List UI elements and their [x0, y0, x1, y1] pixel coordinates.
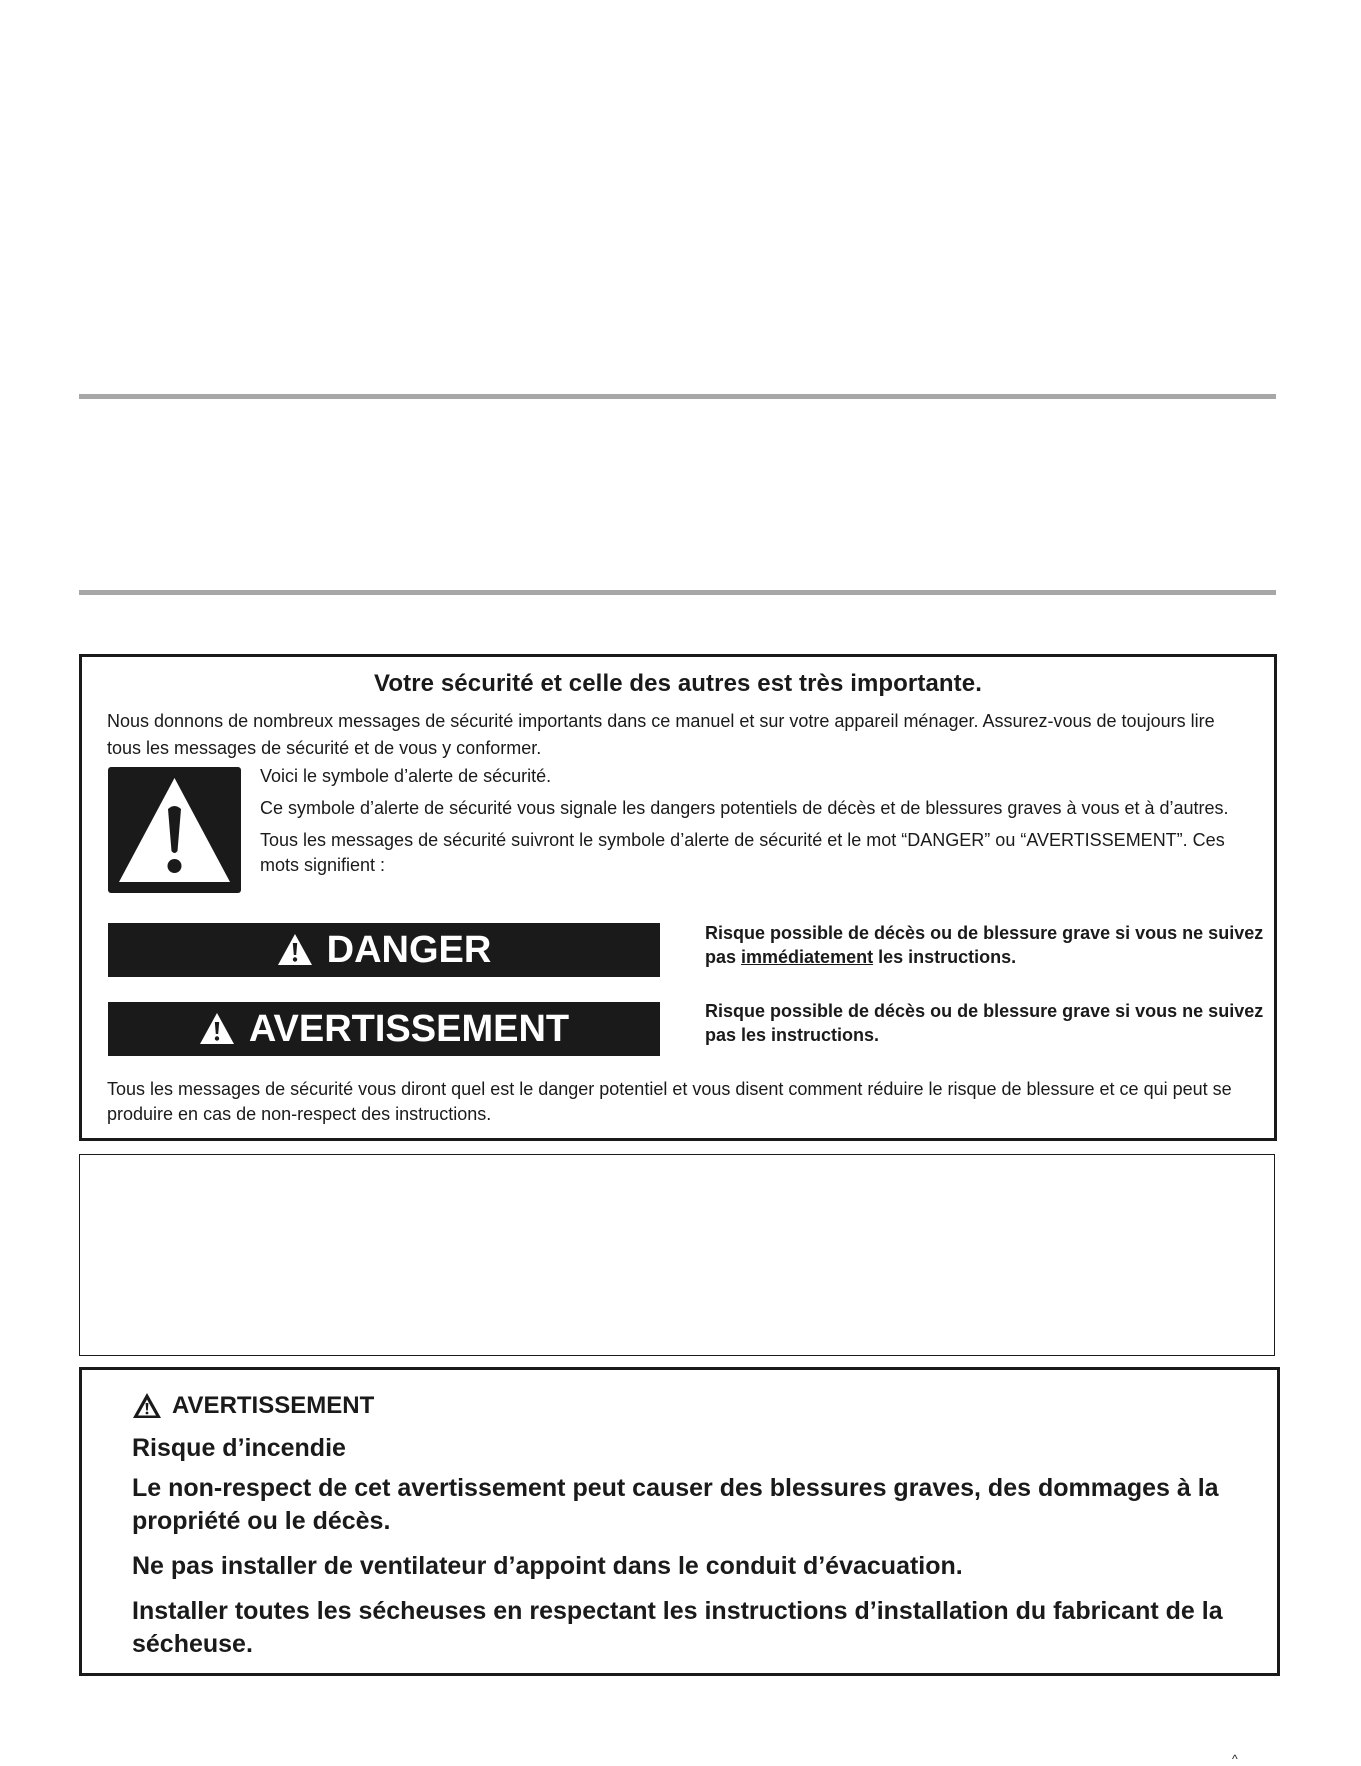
warning-triangle-icon	[277, 933, 313, 967]
danger-description	[705, 921, 1265, 969]
warning-triangle-icon	[199, 1012, 235, 1046]
safety-message-box	[79, 654, 1277, 1141]
section-divider-bottom	[79, 590, 1276, 595]
safety-alert-icon	[108, 767, 241, 893]
corner-mark: ^	[1232, 1752, 1238, 1766]
warning-label	[108, 1002, 660, 1056]
fire-warning-body	[132, 1432, 1242, 1673]
danger-desc-end: les instructions.	[873, 947, 1017, 967]
warning-description: Risque possible de décès ou de blessure grave si vous ne suivez pas les instructions.	[705, 1001, 1264, 1045]
blank-notice-box	[79, 1154, 1275, 1356]
instruction-2: Installer toutes les sécheuses en respectant les instructions d’installation du fabricant de la sécheuse.	[132, 1597, 1223, 1658]
alert-symbol-text	[260, 764, 1240, 885]
fire-warning-heading-text: AVERTISSEMENT	[172, 1392, 375, 1419]
fire-warning-box	[79, 1367, 1280, 1676]
danger-desc-emphasis: immédiatement	[741, 947, 874, 967]
danger-label-text: DANGER	[326, 928, 492, 971]
alert-symbol-meaning: Ce symbole d’alerte de sécurité vous signale les dangers potentiels de décès et de blessures graves à vous et à d’autres.	[260, 798, 1229, 818]
warning-label-text: AVERTISSEMENT	[248, 1007, 570, 1050]
signal-words-line: Tous les messages de sécurité suivront le symbole d’alerte de sécurité et le mot “DANGER” ou “AVERTISSEMENT”. Ces mots signifient :	[260, 830, 1225, 875]
fire-warning-heading	[132, 1392, 374, 1420]
alert-symbol-line: Voici le symbole d’alerte de sécurité.	[260, 766, 552, 786]
section-divider-top	[79, 394, 1276, 399]
safety-intro: Nous donnons de nombreux messages de sécurité importants dans ce manuel et sur votre appareil ménager. Assurez-vous de toujours lire tous les messages de sécurité et de vous y conformer.	[107, 711, 1215, 758]
safety-footer: Tous les messages de sécurité vous diront quel est le danger potentiel et vous disent comment réduire le risque de blessure et ce qui peut se produire en cas de non-respect des instructions.	[107, 1079, 1232, 1124]
danger-desc-start: Risque possible de décès ou de blessure grave si vous ne suivez pas	[705, 923, 1264, 967]
safety-title: Votre sécurité et celle des autres est très importante.	[374, 670, 982, 697]
hazard-consequence: Le non-respect de cet avertissement peut causer des blessures graves, des dommages à la propriété ou le décès.	[132, 1474, 1219, 1535]
warning-triangle-icon	[132, 1392, 162, 1420]
danger-label	[108, 923, 660, 977]
instruction-1: Ne pas installer de ventilateur d’appoint dans le conduit d’évacuation.	[132, 1552, 963, 1580]
hazard-name: Risque d’incendie	[132, 1434, 346, 1462]
